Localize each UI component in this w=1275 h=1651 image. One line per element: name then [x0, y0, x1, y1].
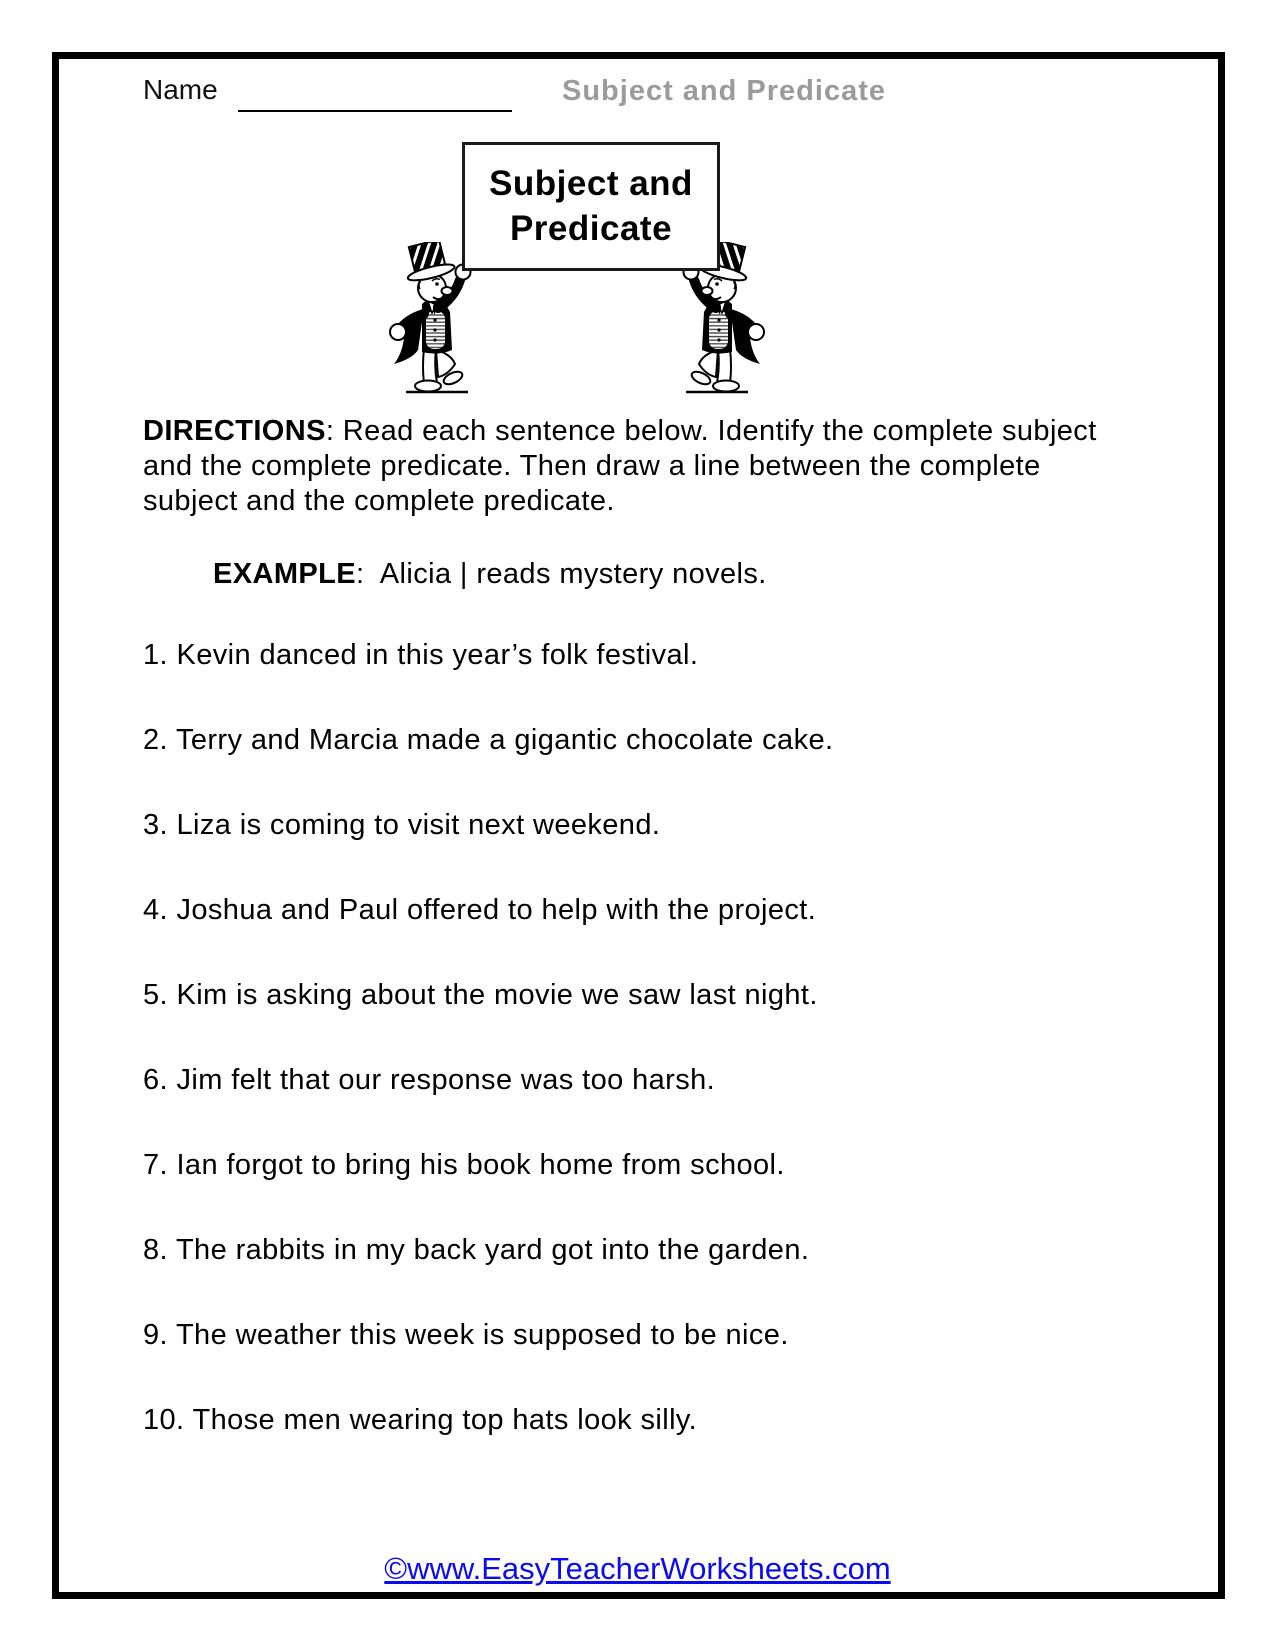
page-header-title: Subject and Predicate — [562, 75, 886, 107]
sentence-number: 9. — [143, 1319, 168, 1351]
name-label: Name — [143, 74, 218, 105]
example-label: EXAMPLE — [213, 558, 356, 590]
sentence-number: 7. — [143, 1149, 168, 1181]
sentence-number: 2. — [143, 724, 168, 756]
sentence-number: 6. — [143, 1064, 168, 1096]
sentence-item — [143, 1318, 1153, 1352]
sentence-number: 4. — [143, 894, 168, 926]
footer — [0, 1551, 1275, 1587]
sentence-item — [143, 1233, 1153, 1267]
sentence-item — [143, 808, 1153, 842]
directions-label: DIRECTIONS — [143, 415, 326, 447]
sentence-item — [143, 1063, 1153, 1097]
sentence-text: Ian forgot to bring his book home from school. — [176, 1149, 785, 1181]
sentence-text: Kevin danced in this year’s folk festival. — [176, 639, 699, 671]
title-banner-line2: Predicate — [509, 208, 673, 248]
sentence-item — [143, 638, 1153, 672]
title-banner-box — [462, 142, 720, 271]
sentence-item — [143, 1148, 1153, 1182]
directions-paragraph — [143, 414, 1121, 519]
sentence-text: Joshua and Paul offered to help with the project. — [176, 894, 817, 926]
sentence-item — [143, 723, 1153, 757]
footer-link[interactable]: ©www.EasyTeacherWorksheets.com — [384, 1551, 891, 1586]
example-line — [213, 558, 767, 591]
sentence-text: Terry and Marcia made a gigantic chocolate cake. — [175, 724, 834, 756]
sentence-text: Those men wearing top hats look silly. — [192, 1404, 698, 1436]
sentence-number: 3. — [143, 809, 168, 841]
sentence-item — [143, 978, 1153, 1012]
sentence-text: Kim is asking about the movie we saw last night. — [176, 979, 818, 1011]
title-banner-line1: Subject and — [489, 163, 693, 203]
sentence-text: Jim felt that our response was too harsh. — [176, 1064, 716, 1096]
name-blank-line[interactable] — [238, 77, 512, 112]
sentence-number: 10. — [143, 1404, 185, 1436]
sentence-text: Liza is coming to visit next weekend. — [176, 809, 661, 841]
sentence-number: 8. — [143, 1234, 168, 1266]
sentence-number: 5. — [143, 979, 168, 1011]
sentence-text: The rabbits in my back yard got into the garden. — [175, 1234, 810, 1266]
sentence-text: The weather this week is supposed to be nice. — [175, 1319, 789, 1351]
sentence-number: 1. — [143, 639, 168, 671]
sentence-list — [143, 638, 1153, 1488]
sentence-item — [143, 893, 1153, 927]
sentence-item — [143, 1403, 1153, 1437]
directions-text: : Read each sentence below. Identify the complete subject and the complete predicate. Then draw a line between the complete subject and the complete predicate. — [143, 415, 1097, 517]
example-text: : Alicia | reads mystery novels. — [356, 558, 767, 590]
